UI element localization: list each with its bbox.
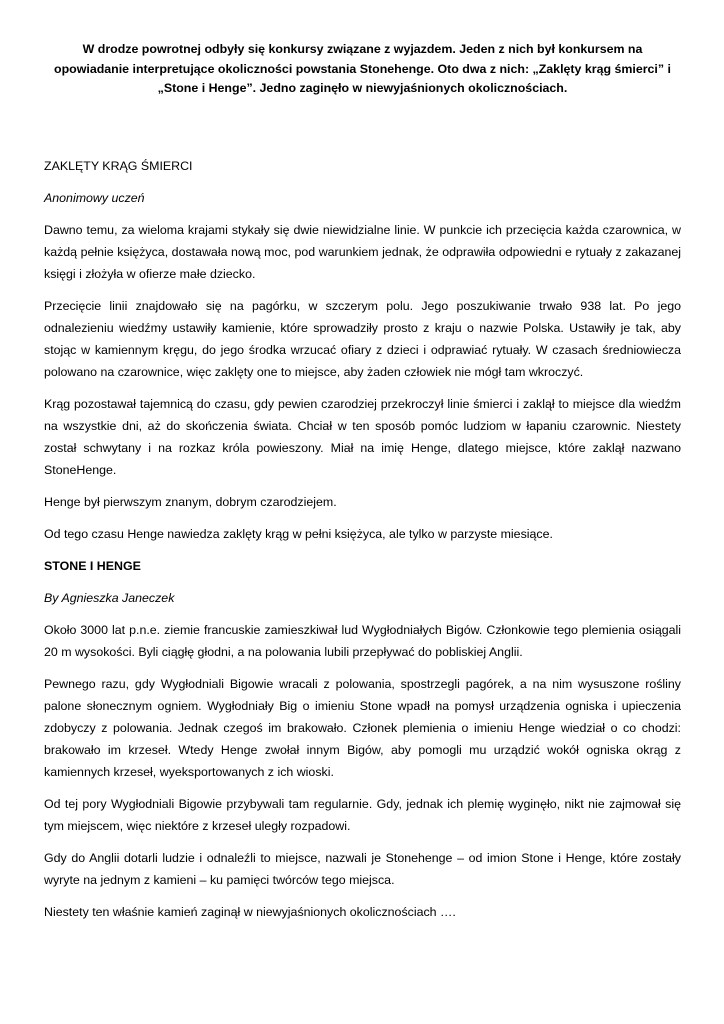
story2-title: STONE I HENGE [44, 558, 141, 573]
story1-paragraph: Dawno temu, za wieloma krajami stykały się dwie niewidzialne linie. W punkcie ich przecięcia każda czarownica, w każdą pełnie księżyca, dostawała nową moc, pod warunkiem jednak, że odprawiła odpowiedni e rytuały z zakazanej księgi i złożyła w ofierze małe dziecko. [44, 222, 681, 281]
document-page [44, 40, 681, 933]
story-zaklety-krag [44, 155, 681, 545]
story2-paragraph: Niestety ten właśnie kamień zaginął w niewyjaśnionych okolicznościach …. [44, 904, 456, 919]
story1-author: Anonimowy uczeń [44, 190, 145, 205]
story2-paragraph: Około 3000 lat p.n.e. ziemie francuskie zamieszkiwał lud Wygłodniałych Bigów. Członkowie tego plemienia osiągali 20 m wysokości. Byli ciągłę głodni, a na polowania lubili przepływać do pobliskiej Anglii. [44, 622, 681, 659]
story2-paragraph: Gdy do Anglii dotarli ludzie i odnaleźli to miejsce, nazwali je Stonehenge – od imion Stone i Henge, które zostały wyryte na jednym z kamieni – ku pamięci twórców tego miejsca. [44, 850, 681, 887]
story1-paragraph: Od tego czasu Henge nawiedza zaklęty krąg w pełni księżyca, ale tylko w parzyste miesiące. [44, 526, 553, 541]
story2-paragraph: Pewnego razu, gdy Wygłodniali Bigowie wracali z polowania, spostrzegli pagórek, a na nim wysuszone rośliny palone słonecznym ogniem. Wygłodniały Big o imieniu Stone wpadł na pomysł urządzenia ogniska i upieczenia zdobyczy z polowania. Jednak czegoś im brakowało. Członek plemienia o imieniu Henge wiedział o co chodzi: brakowało im krzeseł. Wtedy Henge zwołał innym Bigów, aby pomogli mu urządzić wokół ogniska okrąg z kamiennych krzeseł, wyeksportowanych z ich wioski. [44, 676, 681, 779]
story2-paragraph: Od tej pory Wygłodniali Bigowie przybywali tam regularnie. Gdy, jednak ich plemię wyginęło, nikt nie zajmował się tym miejscem, więc niektóre z krzeseł uległy rozpadowi. [44, 796, 681, 833]
story-stone-i-henge [44, 555, 681, 923]
story1-paragraph: Przecięcie linii znajdowało się na pagórku, w szczerym polu. Jego poszukiwanie trwało 938 lat. Po jego odnalezieniu wiedźmy ustawiły kamienie, które sprowadziły prosto z kraju o nazwie Polska. Ustawiły je tak, aby stojąc w kamiennym kręgu, do jego środka wrzucać ofiary z dzieci i odprawiać rytuały. W czasach średniowiecza polowano na czarownice, więc zaklęty one to miejsce, aby żaden człowiek nie mógł tam wkroczyć. [44, 298, 681, 379]
story2-author: By Agnieszka Janeczek [44, 590, 175, 605]
intro-paragraph: W drodze powrotnej odbyły się konkursy związane z wyjazdem. Jeden z nich był konkursem na opowiadanie interpretujące okoliczności powstania Stonehenge. Oto dwa z nich: „Zaklęty krąg śmierci” i „Stone i Henge”. Jedno zaginęło w niewyjaśnionych okolicznościach. [54, 42, 671, 95]
story1-paragraph: Henge był pierwszym znanym, dobrym czarodziejem. [44, 494, 337, 509]
story1-paragraph: Krąg pozostawał tajemnicą do czasu, gdy pewien czarodziej przekroczył linie śmierci i zaklął to miejsce dla wiedźm na wszystkie dni, aż do skończenia świata. Chciał w ten sposób pomóc ludziom w łapaniu czarownic. Niestety został schwytany i na rozkaz króla powieszony. Miał na imię Henge, dlatego miejsce, które zaklął nazwano StoneHenge. [44, 396, 681, 477]
story1-title: ZAKLĘTY KRĄG ŚMIERCI [44, 158, 193, 173]
